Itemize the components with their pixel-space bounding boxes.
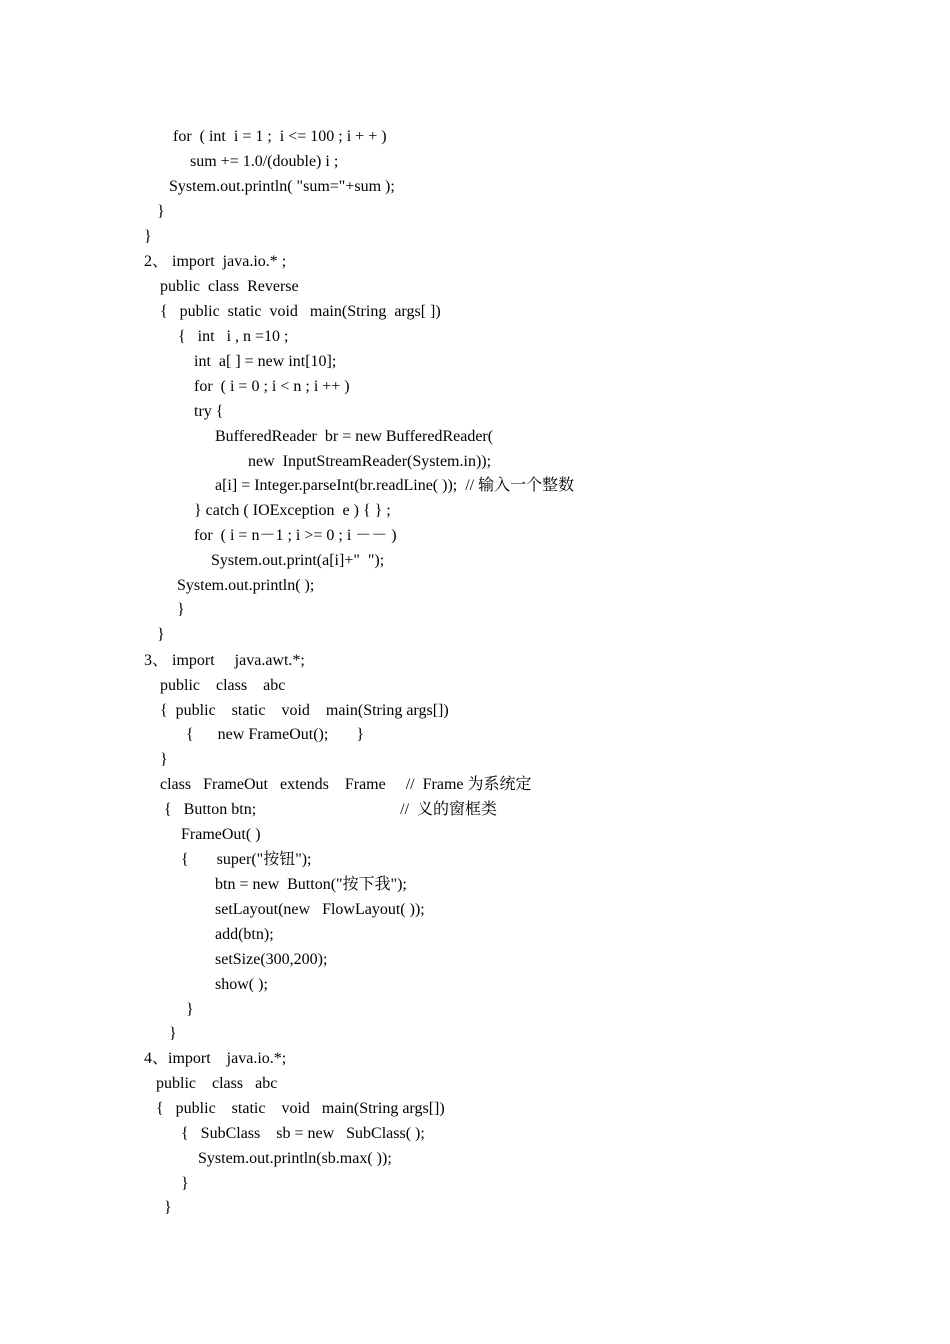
code-line: } (160, 751, 168, 768)
code-line: { super("按钮"); (181, 851, 312, 868)
code-line: public class Reverse (160, 278, 299, 295)
code-line: System.out.println( "sum="+sum ); (169, 178, 395, 195)
code-line: sum += 1.0/(double) i ; (190, 153, 339, 170)
code-line: public class abc (156, 1075, 278, 1092)
code-line: for ( int i = 1 ; i <= 100 ; i + + ) (173, 128, 387, 145)
code-line: class FrameOut extends Frame // Frame 为系统定 (160, 776, 532, 793)
code-line: System.out.println( ); (177, 577, 315, 594)
code-line: BufferedReader br = new BufferedReader( (215, 428, 494, 445)
code-line: FrameOut( ) (181, 826, 261, 843)
code-line: { int i , n =10 ; (178, 328, 289, 345)
code-line: } (177, 601, 185, 618)
code-line: } (186, 1001, 194, 1018)
code-line: new InputStreamReader(System.in)); (248, 453, 492, 470)
code-line: setSize(300,200); (215, 951, 328, 968)
code-line: System.out.print(a[i]+" "); (211, 552, 385, 569)
code-line: } (157, 203, 165, 220)
code-line: } (164, 1199, 172, 1216)
code-line: } (181, 1175, 189, 1192)
section-heading-2: 2、 import java.io.* ; (144, 253, 287, 270)
code-line: setLayout(new FlowLayout( )); (215, 901, 425, 918)
code-line: a[i] = Integer.parseInt(br.readLine( )); // 输入一个整数 (215, 477, 575, 494)
code-line: { public static void main(String args[ ]) (160, 303, 441, 320)
code-line: { public static void main(String args[]) (156, 1100, 445, 1117)
code-line: { public static void main(String args[]) (160, 702, 449, 719)
code-line: { SubClass sb = new SubClass( ); (181, 1125, 425, 1142)
code-line: } (157, 626, 165, 643)
code-line: } catch ( IOException e ) { } ; (194, 502, 391, 519)
code-line: int a[ ] = new int[10]; (194, 353, 337, 370)
code-line: try { (194, 403, 224, 420)
code-line: for ( i = n－1 ; i >= 0 ; i －－ ) (194, 527, 397, 544)
code-line: btn = new Button("按下我"); (215, 876, 407, 893)
code-line: { new FrameOut(); } (186, 726, 364, 743)
section-heading-4: 4、import java.io.*; (144, 1050, 287, 1067)
code-line: System.out.println(sb.max( )); (198, 1150, 392, 1167)
code-line: show( ); (215, 976, 268, 993)
code-line: public class abc (160, 677, 286, 694)
code-line: { Button btn; // 义的窗框类 (164, 801, 498, 818)
section-heading-3: 3、 import java.awt.*; (144, 652, 305, 669)
code-line: } (144, 228, 152, 245)
code-line: } (169, 1025, 177, 1042)
code-line: for ( i = 0 ; i < n ; i ++ ) (194, 378, 350, 395)
code-line: add(btn); (215, 926, 274, 943)
